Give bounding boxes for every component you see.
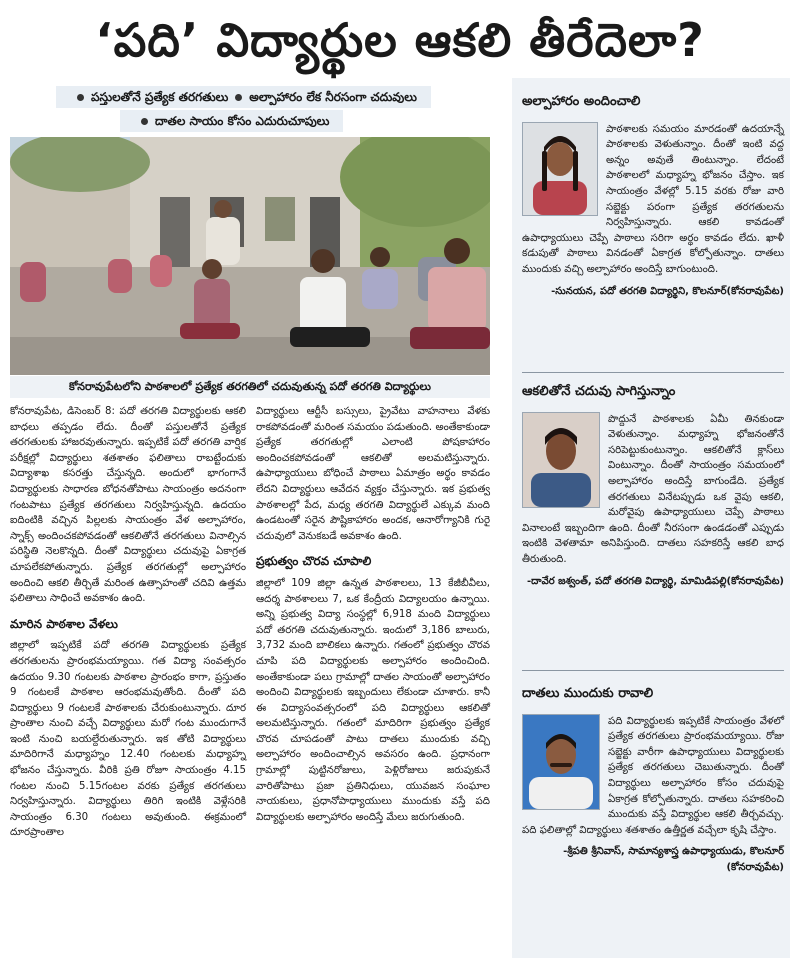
photo-illustration xyxy=(10,137,490,375)
bullet-icon xyxy=(141,118,148,125)
sidebar-body: పది విద్యార్థులకు ఇప్పటికే సాయంత్రం వేళలో ప్రత్యేక తరగతులు ప్రారంభమయ్యాయి. రోజు సబ్జెక్టు వారీగా ఉపాధ్యాయులు విద్యార్థులకు ప్రత్యేక తరగతులు చెబుతున్నారు. దీంతో విద్యార్థులు అల్పాహారం కోసం చదువుపై ఏకాగ్రత కోల్పోతున్నారు. దాతలు సహకరించి ముందుకు వస్తే విద్యార్థుల ఆకలి తీర్చవచ్చు. పది ఫలితాల్లో విద్యార్థులు శతశాతం ఉత్తీర్ణత వచ్చేలా కృషి చేస్తాం. xyxy=(522,715,784,836)
article-paragraph: విద్యార్థులు ఆర్టీసీ బస్సులు, ప్రైవేటు వాహనాలు వేళకు రాకపోవడంతో మరింత సమయం పడుతుంది. అంతేకాకుండా ప్రత్యేక తరగతుల్లో ఎలాంటి పోషకాహారం అందించకపోవడంతో ఆకలితో అలమటిస్తున్నారు. ఉపాధ్యాయులు బోధించే పాఠాలు ఏమాత్రం అర్థం కావడం లేదని విద్యార్థులు ఆవేదన వ్యక్తం చేస్తున్నారు. ఇక ప్రభుత్వ పాఠశాలల్లో పేద, మధ్య తరగతి విద్యార్థులే ఎక్కువ మంది ఉండటంతో సరైన పౌష్టికాహారం అందక, ఆనారోగ్యానికి గురై చదువులో వెనుకబడే అవకాశం ఉంది. xyxy=(256,406,490,542)
sidebar-body: పాఠశాలకు సమయం మారడంతో ఉదయాన్నే పాఠశాలకు వెళుతున్నాం. దీంతో ఇంటి వద్ద అన్నం అవుతే తింటున్నాం. లేదంటే పాఠశాలలో మధ్యాహ్న భోజనం చేస్తాం. ఇక సాయంత్రం వేళల్లో 5.15 వరకు రోజు వారి సబ్జెక్టు పరంగా ప్రత్యేక తరగతులను నిర్వహిస్తున్నారు. ఆకలి కావడంతో ఉపాధ్యాయులు చెప్పే పాఠాలు సరిగా అర్థం కావడం లేదు. ఖాళీ కడుపుతో పాఠాలు వినడంతో ఏకాగ్రత కోల్పోతున్నాం. దాతలు ముందుకు వచ్చి అల్పాహారం అందిస్తే బాగుంటుంది. xyxy=(522,123,784,275)
photo-caption: కోనరావుపేటలోని పాఠశాలలో ప్రత్యేక తరగతిలో చదువుతున్న పదో తరగతి విద్యార్థులు xyxy=(10,376,490,398)
sidebar-signature: -శ్రీపతి శ్రీనివాస్, సామాన్యశాస్త్ర ఉపాధ్యాయుడు, కొలనూర్ (కోనరావుపేట) xyxy=(563,846,784,873)
sidebar-heading: ఆకలితోనే చదువు సాగిస్తున్నాం xyxy=(522,384,676,399)
news-photo xyxy=(10,137,490,375)
sidebar-signature: -దావేర జశ్వంత్, పదో తరగతి విద్యార్థి, మామిడిపల్లి(కోనరావుపేట) xyxy=(527,575,784,587)
portrait-illustration xyxy=(523,715,599,809)
portrait-illustration xyxy=(523,123,597,215)
sidebar-signature: -సునయన, పదో తరగతి విద్యార్థిని, కొలనూర్(కోనరావుపేట) xyxy=(551,285,784,297)
student-portrait-boy xyxy=(522,412,600,508)
article-column-1 xyxy=(10,404,246,847)
article-paragraph: కోనరావుపేట, డిసెంబర్ 8: పదో తరగతి విద్యార్థులకు ఆకలి బాధలు తప్పడం లేదు. దీంతో పస్తులతోనే ప్రత్యేక తరగతులకు హాజరవుతున్నారు. ఇప్పటికే పదో తరగతి వార్షిక పరీక్షల్లో విద్యార్థులు శతశాతం ఫలితాలు రాబట్టేందుకు విద్యాశాఖ కసరత్తు చేస్తున్నది. అందులో భాగంగానే విద్యార్థులకు సాధారణ బోధనతోపాటు సాయంత్రం అదనంగా గంటపాటు ప్రత్యేక తరగతులు నిర్వహిస్తున్నది. ఉదయం ఐదింటికి వచ్చిన పిల్లలకు సాయంత్రం వేళ అల్పాహారం, స్నాక్స్ అందించకపోవడంతో ఆకలితోనే తరగతులు వినాల్సిన పరిస్థితి నెలకొన్నది. దీంతో విద్యార్థులు చదువుపై ఏకాగ్రత చూపలేకపోతున్నారు. ప్రత్యేక తరగతుల్లో అల్పాహారం అందించి ఆకలి తీర్చితే మరింత ఉత్సాహంతో చదివి ఉత్తమ ఫలితాలు సాధించే అవకాశం ఉంది. xyxy=(10,406,246,605)
sidebar-box-2 xyxy=(522,384,784,589)
article-paragraph: జిల్లాలో ఇప్పటికే పదో తరగతి విద్యార్థులకు ప్రత్యేక తరగతులను ప్రారంభమయ్యాయి. గత విద్యా సంవత్సరం ఉదయం 9.30 గంటలకు పాఠశాల ప్రారంభం కాగా, ప్రస్తుతం 9 గంటలకే పాఠశాల ఆరంభమవుతోంది. దీంతో పది విద్యార్థులు 9 గంటలకే పాఠశాలకు చేరుకుంటున్నారు. దూర ప్రాంతాల నుంచి వచ్చే విద్యార్థులు మరో గంట ముందుగానే ఇంటి నుంచి బయల్దేరుతున్నారు. ఇక తోటి విద్యార్థులు మాదిరిగానే మధ్యాహ్నం 12.40 గంటలకు మధ్యాహ్న భోజనం చేస్తున్నారు. వీరికి ప్రతి రోజూ సాయంత్రం 4.15 గంటల నుంచి 5.15గంటల వరకు ప్రత్యేక తరగతులు నిర్వహిస్తున్నారు. విద్యార్థులు తిరిగి ఇంటికి వెళ్లేసరికి సాయంత్రం 6.30 గంటలు అవుతుంది. ఈక్రమంలో దూరప్రాంతాల xyxy=(10,640,246,839)
divider xyxy=(522,372,784,373)
sidebar-body: పొద్దునే పాఠశాలకు ఏమీ తినకుండా వెళుతున్నాం. మధ్యాహ్న భోజనంతోనే సరిపెట్టుకుంటున్నాం. ఆకలితోనే క్లాస్‌లు వింటున్నాం. దీంతో సాయంత్రం సమయంలో అల్పాహారం అందిస్తే బాగుండేది. ప్రత్యేక తరగతులు వినేటప్పుడు ఒక వైపు ఆకలి, మరోవైపు ఉపాధ్యాయులు చెప్పే పాఠాలు వినాలంటే ఇబ్బందిగా ఉంది. దీంతో నీరసంగా ఉండడంతో ఎప్పుడు ఇంటికి వెళతామా అనిపిస్తుంది. దాతలు సహకరిస్తే ఆకలి బాధ తీరుతుంది. xyxy=(522,413,784,565)
section-heading: మారిన పాఠశాల వేళలు xyxy=(10,616,118,631)
teacher-portrait xyxy=(522,714,600,810)
subhead-text: పస్తులతోనే ప్రత్యేక తరగతులు xyxy=(91,90,229,104)
subhead-text: దాతల సాయం కోసం ఎదురుచూపులు xyxy=(155,114,330,128)
sidebar-box-1 xyxy=(522,94,784,299)
divider xyxy=(522,670,784,671)
sidebar-heading: అల్పాహారం అందించాలి xyxy=(522,94,641,109)
student-portrait-girl xyxy=(522,122,598,216)
sidebar-heading: దాతలు ముందుకు రావాలి xyxy=(522,686,654,701)
section-heading: ప్రభుత్వం చొరవ చూపాలి xyxy=(256,554,372,569)
subhead-row-1 xyxy=(56,86,431,108)
headline: ‘పది’ విద్యార్థుల ఆకలి తీరేదెలా? xyxy=(95,13,705,67)
bullet-icon xyxy=(77,94,84,101)
sidebar-box-3 xyxy=(522,686,784,876)
article-paragraph: జిల్లాలో 109 జిల్లా ఉన్నత పాఠశాలలు, 13 కేజీబీవీలు, ఆదర్శ పాఠశాలలు 7, ఒక కేంద్రీయ విద్యాలయం ఉన్నాయి. అన్ని ప్రభుత్వ విద్యా సంస్థల్లో 6,918 మంది విద్యార్థులు పదో తరగతి చదువుతున్నారు. ఇందులో 3,186 బాలురు, 3,732 మంది బాలికలు ఉన్నారు. గతంలో ప్రభుత్వం చొరవ చూపి పది విద్యార్థులకు అల్పాహారం అందించింది. అంతేకాకుండా పలు గ్రామాల్లో దాతల సాయంతో అల్పాహారం అందించి విద్యార్థులకు ఇబ్బందులు లేకుండా చూశారు. కానీ ఈ విద్యాసంవత్సరంలో పది విద్యార్థులు ఆకలితో అలమటిస్తున్నారు. గతంలో మాదిరిగా ప్రభుత్వం ప్రత్యేక చొరవ చూపడంతో పాటు దాతలు ముందుకు వచ్చి అల్పాహారం అందించాల్సిన అవసరం ఉంది. ప్రధానంగా గ్రామాల్లో పుట్టినరోజులు, పెళ్లిరోజులు జరుపుకునే వారితోపాటు ప్రజా ప్రతినిధులు, యువజన సంఘాల నాయకులు, ప్రధానోపాధ్యాయులు ముందుకు వస్తే పది విద్యార్థులకు అల్పాహారం అందిస్తే మేలు జరుగుతుంది. xyxy=(256,577,490,823)
portrait-illustration xyxy=(523,413,599,507)
bullet-icon xyxy=(235,94,242,101)
subhead-text: అల్పాహారం లేక నీరసంగా చదువులు xyxy=(249,90,417,104)
subhead-row-2 xyxy=(120,110,343,132)
article-column-2 xyxy=(256,404,490,831)
